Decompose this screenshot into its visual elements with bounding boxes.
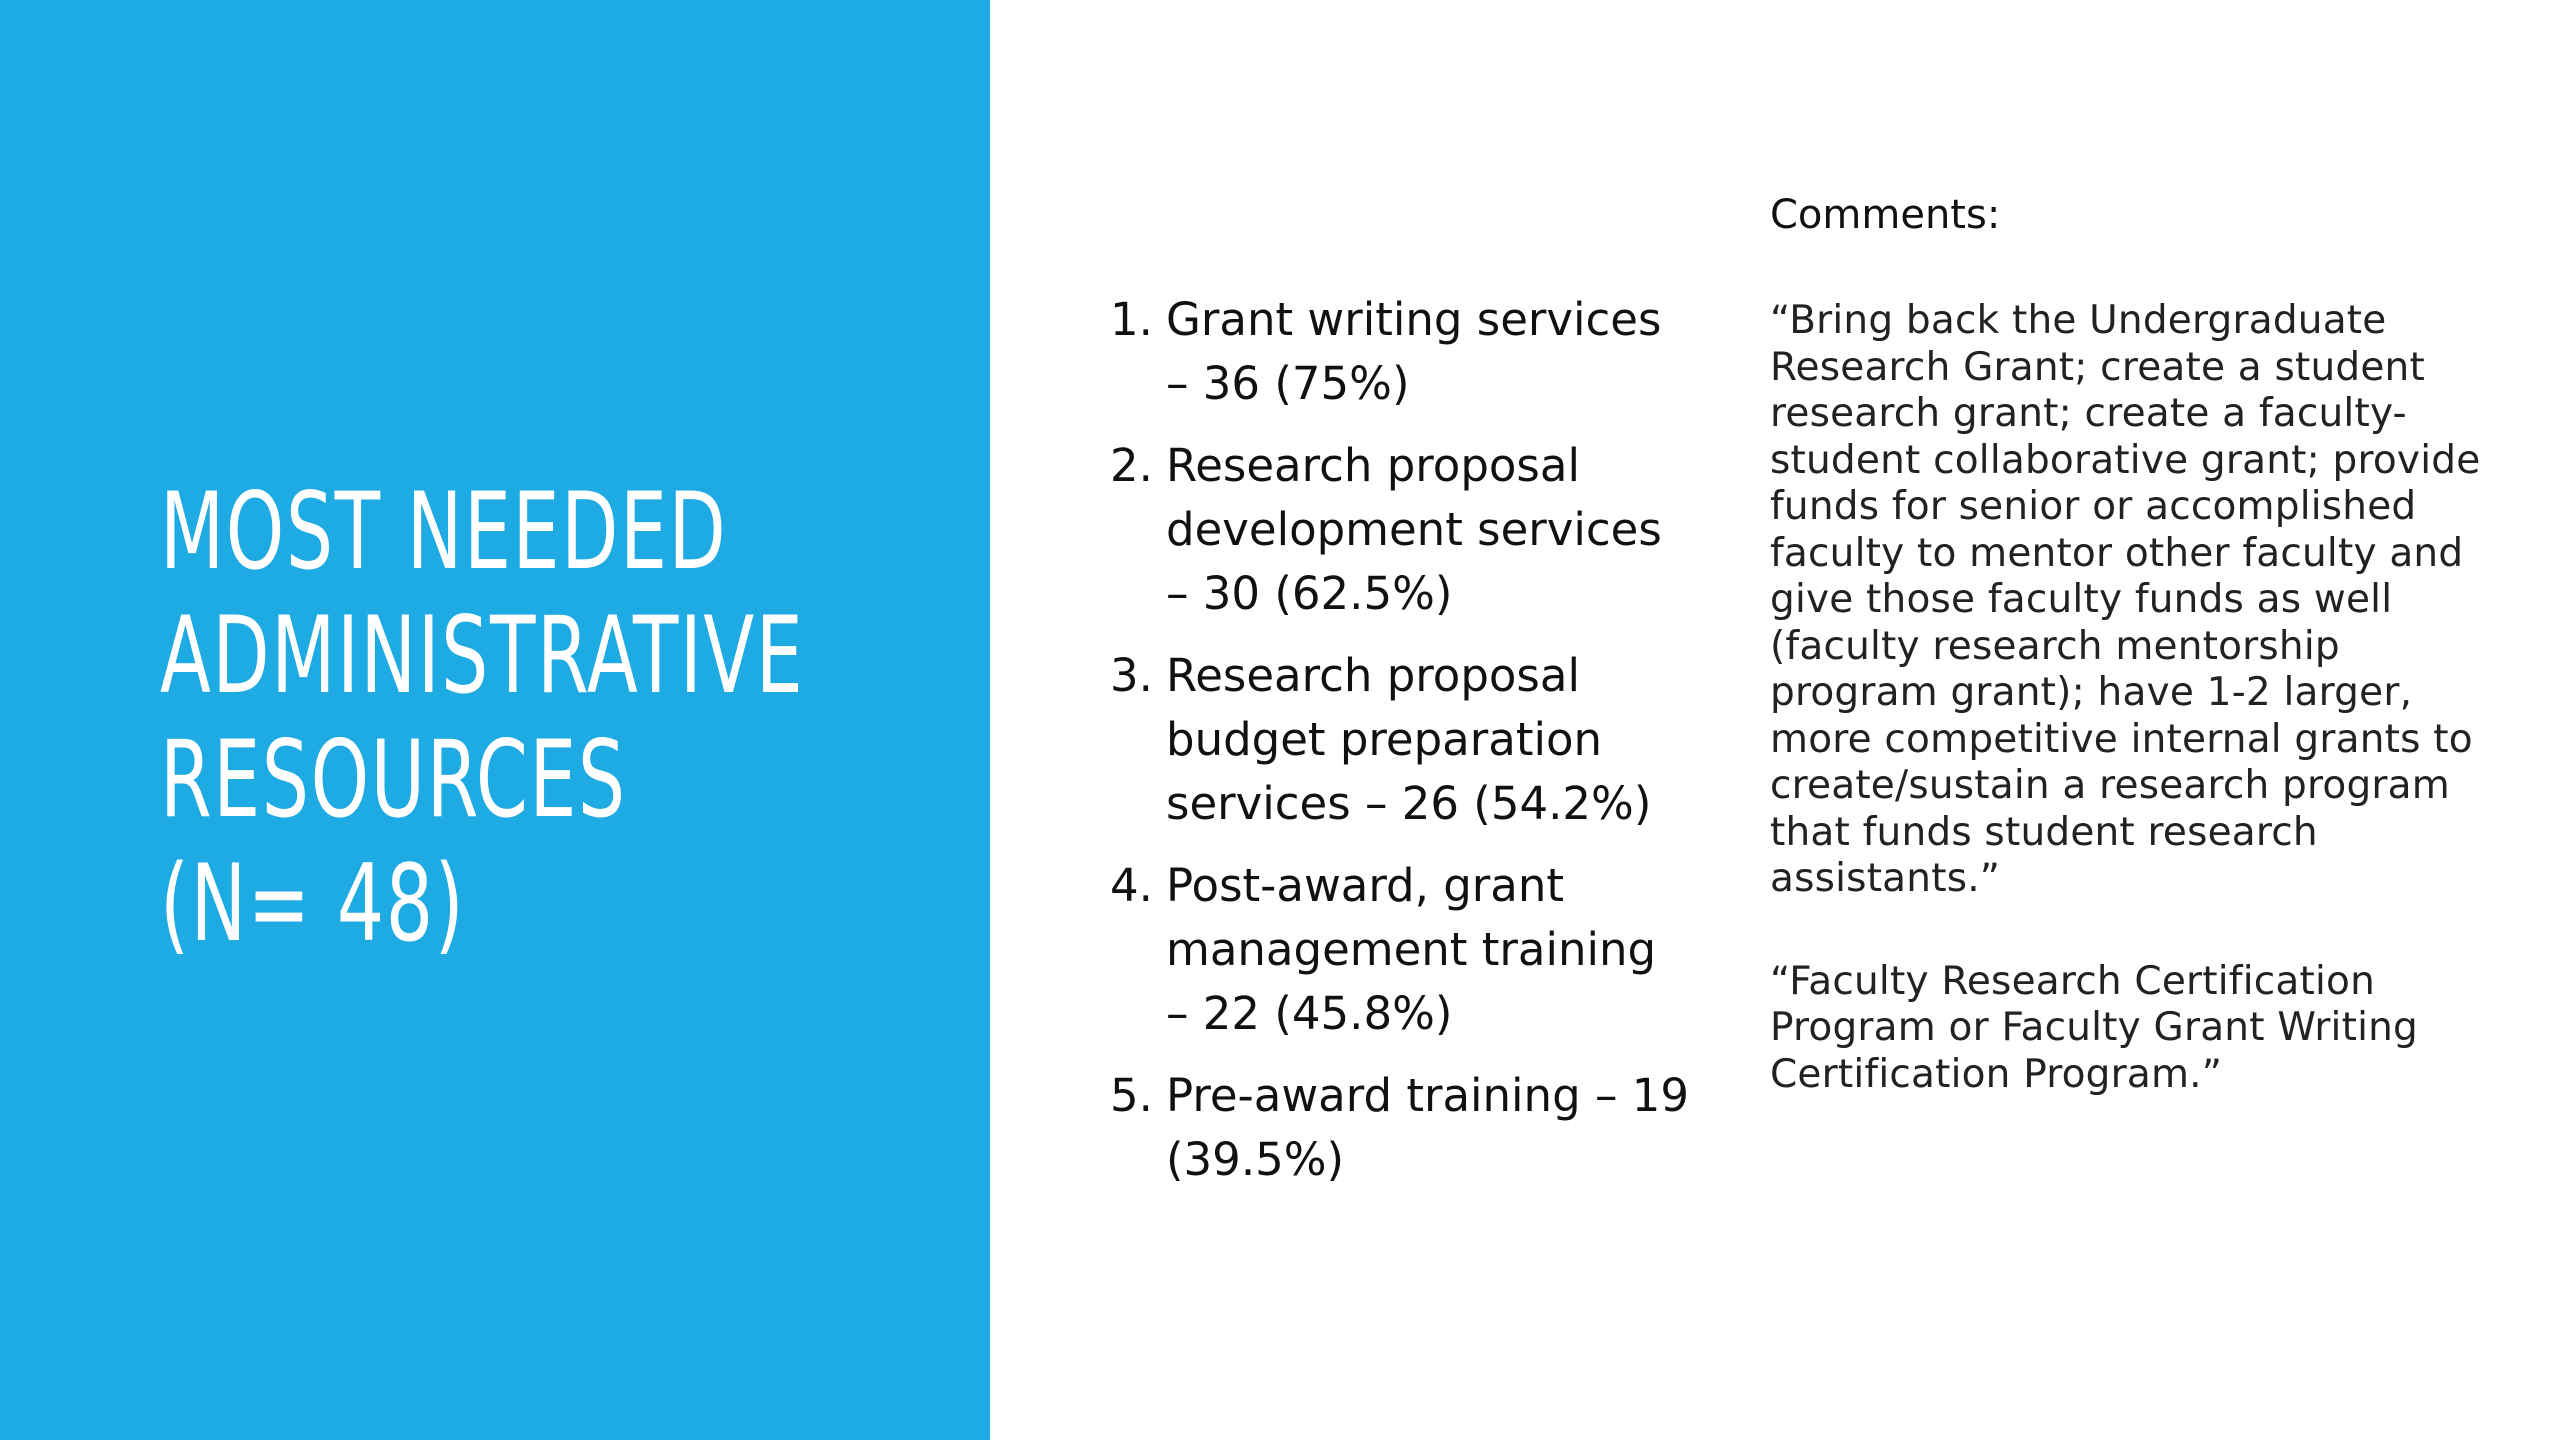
comments-section	[1770, 190, 2510, 1098]
title-line: (N= 48)	[160, 842, 466, 965]
list-item	[1110, 1064, 1690, 1192]
comment-quote: “Faculty Research Certification Program or Faculty Grant Writing Certification Program.”	[1770, 958, 2418, 1097]
list-item-number: 3.	[1110, 649, 1153, 702]
title-line: ADMINISTRATIVE	[160, 594, 805, 717]
list-item-text: Grant writing services – 36 (75%)	[1166, 293, 1662, 410]
list-item	[1110, 288, 1690, 416]
list-item-text: Post-award, grant management training – 22 (45.8%)	[1166, 859, 1657, 1040]
comment-quote: “Bring back the Undergraduate Research Grant; create a student research grant; create a faculty-student collaborative grant; provide funds for senior or accomplished faculty to mentor other faculty and give those faculty funds as well (faculty research mentorship program grant); have 1-2 larger, more competitive internal grants to create/sustain a research program that funds student research assistants.”	[1770, 298, 2481, 901]
title-panel	[0, 0, 990, 1440]
title-line: RESOURCES	[160, 718, 627, 841]
list-item-number: 1.	[1110, 293, 1153, 346]
title-line: MOST NEEDED	[160, 470, 728, 593]
list-item	[1110, 434, 1690, 626]
list-item	[1110, 644, 1690, 836]
list-item-text: Research proposal budget preparation services – 26 (54.2%)	[1166, 649, 1652, 830]
list-item	[1110, 854, 1690, 1046]
slide-title	[160, 470, 805, 966]
list-item-text: Research proposal development services – 30 (62.5%)	[1166, 439, 1662, 620]
resources-list	[1110, 288, 1690, 1210]
list-item-number: 2.	[1110, 439, 1153, 492]
list-item-text: Pre-award training – 19 (39.5%)	[1166, 1069, 1690, 1186]
list-item-number: 4.	[1110, 859, 1153, 912]
comments-heading: Comments:	[1770, 192, 2001, 238]
list-item-number: 5.	[1110, 1069, 1153, 1122]
